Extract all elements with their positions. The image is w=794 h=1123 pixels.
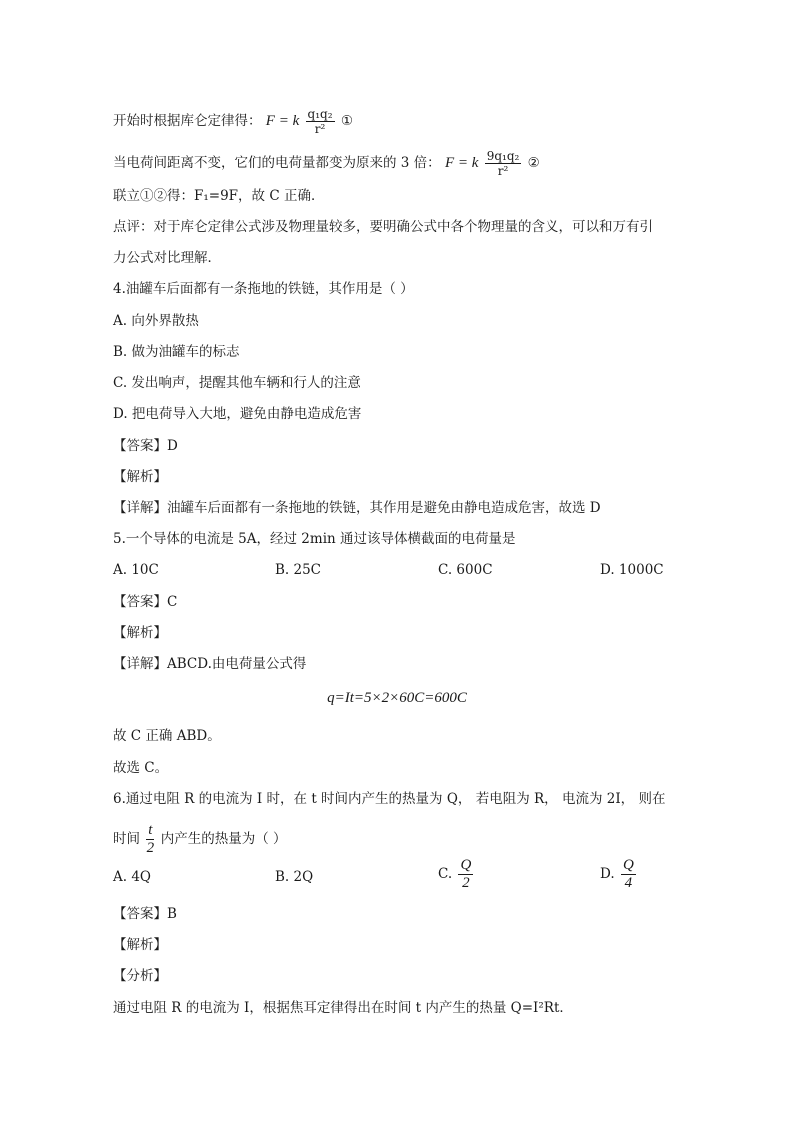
denominator: 2 — [146, 840, 155, 856]
coulomb-initial-line — [113, 107, 353, 136]
equation-mark: ② — [527, 155, 540, 171]
numerator: Q — [622, 857, 634, 873]
q4-analysis-heading: 【解析】 — [113, 469, 167, 485]
q4-option-d: D. 把电荷导入大地，避免由静电造成危害 — [113, 406, 362, 422]
q5-conclusion-2: 故选 C。 — [113, 760, 169, 776]
comment-line-1: 点评：对于库仑定律公式涉及物理量较多，要明确公式中各个物理量的含义，可以和万有引 — [113, 219, 653, 235]
numerator: 9q₁q₂ — [486, 149, 520, 163]
denominator: r² — [306, 121, 335, 136]
fraction — [485, 149, 522, 178]
q6-option-c — [438, 857, 475, 892]
q5-answer: 【答案】C — [113, 594, 178, 610]
text: 开始时根据库仑定律得： — [113, 113, 262, 129]
question-6-line-2 — [113, 822, 287, 857]
formula-lhs: F = k — [265, 113, 300, 129]
q4-answer: 【答案】D — [113, 438, 178, 454]
q4-option-a: A. 向外界散热 — [113, 313, 199, 329]
formula-lhs: F = k — [444, 155, 479, 171]
option-letter: C. — [438, 866, 453, 882]
q6-explanation: 通过电阻 R 的电流为 I，根据焦耳定律得出在时间 t 内产生的热量 Q=I²Rt． — [113, 1000, 573, 1016]
denominator: 4 — [621, 874, 636, 892]
denominator: 2 — [458, 874, 473, 892]
text: 时间 — [113, 831, 140, 847]
q4-detail: 【详解】油罐车后面都有一条拖地的铁链，其作用是避免由静电造成危害，故选 D — [113, 500, 601, 516]
coulomb-tripled-line — [113, 149, 540, 178]
q5-option-b: B. 25C — [275, 562, 322, 578]
q6-option-b: B. 2Q — [275, 869, 314, 885]
combine-line: 联立①②得：F₁=9F，故 C 正确． — [113, 188, 325, 204]
question-4: 4.油罐车后面都有一条拖地的铁链，其作用是（ ） — [113, 281, 414, 297]
q6-analysis-heading: 【解析】 — [113, 937, 167, 953]
q6-answer: 【答案】B — [113, 906, 177, 922]
option-letter: D. — [600, 866, 615, 882]
q5-option-a: A. 10C — [113, 562, 159, 578]
numerator: Q — [460, 857, 472, 873]
q5-conclusion-1: 故 C 正确 ABD。 — [113, 728, 221, 744]
numerator: t — [148, 822, 153, 838]
q6-option-d — [600, 857, 638, 892]
text: 内产生的热量为（ ） — [160, 831, 287, 847]
fraction — [306, 107, 335, 136]
q6-fenxi-heading: 【分析】 — [113, 968, 167, 984]
q4-option-c: C. 发出响声，提醒其他车辆和行人的注意 — [113, 375, 361, 391]
q5-formula: q=It=5×2×60C=600C — [327, 690, 467, 706]
fraction — [621, 857, 636, 892]
fraction — [146, 822, 154, 857]
q5-option-c: C. 600C — [438, 562, 493, 578]
denominator: r² — [485, 163, 522, 178]
question-5: 5.一个导体的电流是 5A，经过 2min 通过该导体横截面的电荷量是 — [113, 531, 516, 547]
text: 当电荷间距离不变，它们的电荷量都变为原来的 3 倍： — [113, 155, 441, 171]
q5-option-d: D. 1000C — [600, 562, 664, 578]
numerator: q₁q₂ — [307, 107, 333, 121]
q4-option-b: B. 做为油罐车的标志 — [113, 344, 240, 360]
q5-detail: 【详解】ABCD.由电荷量公式得 — [113, 656, 307, 672]
equation-mark: ① — [340, 113, 353, 129]
q5-analysis-heading: 【解析】 — [113, 625, 167, 641]
comment-line-2: 力公式对比理解． — [113, 250, 221, 266]
q6-option-a: A. 4Q — [113, 869, 151, 885]
fraction — [458, 857, 473, 892]
question-6-line-1: 6.通过电阻 R 的电流为 I 时，在 t 时间内产生的热量为 Q， 若电阻为 R， 电流为 2I， 则在 — [113, 791, 666, 807]
